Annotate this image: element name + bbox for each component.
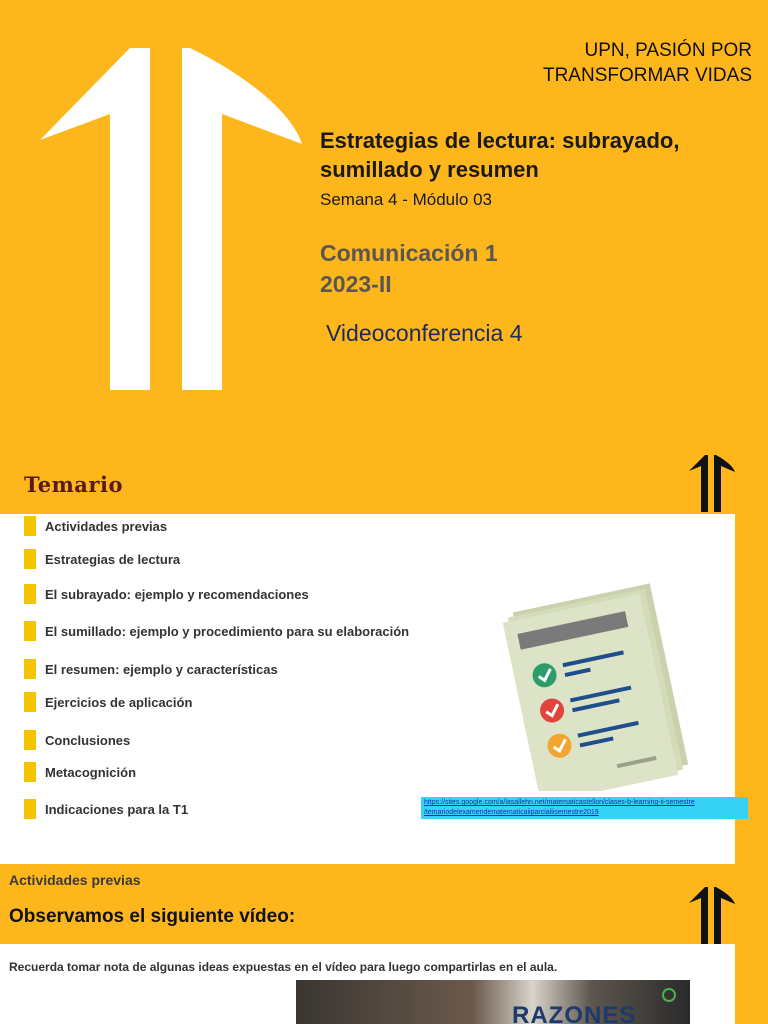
syllabus-slide (0, 448, 768, 864)
section-label: Actividades previas (9, 872, 141, 888)
week-module-subtitle: Semana 4 - Módulo 03 (320, 190, 492, 209)
topic-label: Estrategias de lectura (45, 551, 181, 567)
video-thumbnail[interactable] (296, 980, 690, 1024)
bullet-marker (24, 659, 36, 679)
channel-icon (662, 988, 676, 1002)
course-line-2: 2023-II (320, 271, 392, 297)
upn-arrow-logo-icon (30, 40, 310, 390)
topic-item (24, 549, 180, 569)
bullet-marker (24, 730, 36, 750)
url-line-1: https://sites.google.com/a/lasallehn.net/matematicastellon/clases-b-learning-ii-semestre (424, 799, 695, 806)
video-title-text: RAZONES (512, 1002, 637, 1024)
topic-label: Conclusiones (45, 732, 131, 748)
title-line-2: sumillado y resumen (320, 157, 539, 182)
course-line-1: Comunicación 1 (320, 240, 498, 266)
syllabus-heading: Temario (24, 472, 123, 497)
presentation-title (320, 126, 750, 184)
instruction-note: Recuerda tomar nota de algunas ideas expuestas en el vídeo para luego compartirlas en el aula. (9, 960, 558, 974)
bullet-marker (24, 799, 36, 819)
bullet-marker (24, 516, 36, 536)
topic-item (24, 516, 167, 536)
topic-label: El subrayado: ejemplo y recomendaciones (45, 586, 309, 602)
url-line-2: /temariodelexamendematematicaiiparcialiisemestre2019 (424, 809, 599, 816)
topic-label: Metacognición (45, 764, 137, 780)
bullet-marker (24, 549, 36, 569)
checklist-icon (500, 576, 700, 791)
activities-slide (0, 864, 768, 1024)
topic-label: Actividades previas (45, 518, 168, 534)
videoconference-label: Videoconferencia 4 (326, 320, 523, 346)
topic-item (24, 692, 192, 712)
tagline-line-1: UPN, PASIÓN POR (584, 40, 752, 61)
cover-slide (0, 0, 768, 448)
upn-arrow-logo-icon (688, 886, 736, 944)
topic-item (24, 799, 188, 819)
tagline-line-2: TRANSFORMAR VIDAS (542, 65, 752, 86)
title-line-1: Estrategias de lectura: subrayado, (320, 128, 680, 153)
bullet-marker (24, 762, 36, 782)
topic-item (24, 730, 130, 750)
bullet-marker (24, 621, 36, 641)
video-heading: Observamos el siguiente vídeo: (9, 906, 296, 927)
topic-label: Indicaciones para la T1 (45, 801, 189, 817)
bullet-marker (24, 584, 36, 604)
topic-label: El resumen: ejemplo y características (45, 661, 278, 677)
topic-item (24, 621, 409, 641)
bullet-marker (24, 692, 36, 712)
upn-arrow-logo-icon (688, 454, 736, 512)
upn-tagline (543, 38, 752, 88)
topic-label: Ejercicios de aplicación (45, 694, 193, 710)
source-url-link[interactable] (421, 797, 748, 819)
course-name (320, 238, 498, 300)
topic-item (24, 584, 309, 604)
topic-item (24, 762, 136, 782)
topic-label: El sumillado: ejemplo y procedimiento para su elaboración (45, 623, 410, 639)
topic-item (24, 659, 278, 679)
